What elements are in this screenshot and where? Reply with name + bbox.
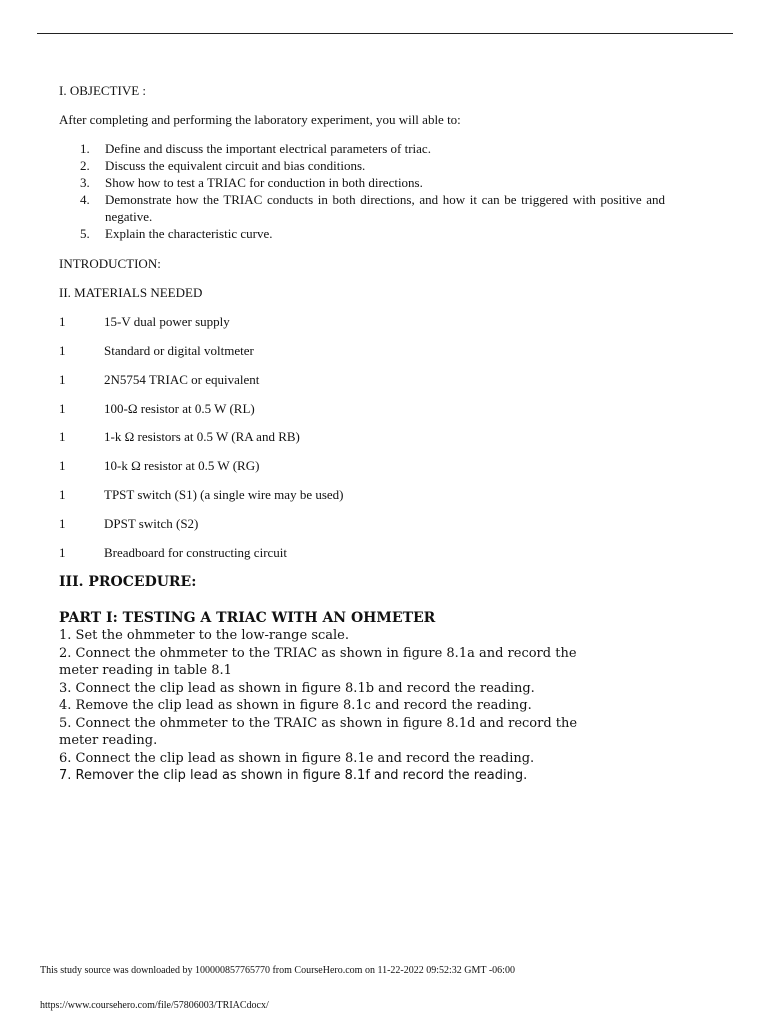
list-text: Demonstrate how the TRIAC conducts in both directions, and how it can be triggered with positive and negative. [105,192,665,224]
list-item [80,140,665,157]
objective-heading: I. OBJECTIVE : [59,83,147,98]
list-item [80,174,665,191]
footer-download-note: This study source was downloaded by 100000857765770 from CourseHero.com on 11-22-2022 09:52:32 GMT -06:00 [40,965,515,976]
material-desc: Standard or digital voltmeter [104,343,254,358]
material-qty: 1 [59,487,66,502]
material-qty: 1 [59,429,66,444]
material-qty: 1 [59,314,66,329]
list-number: 5. [80,226,90,241]
procedure-step: 1. Set the ohmmeter to the low-range scale. [59,628,350,643]
procedure-step: 4. Remove the clip lead as shown in figure 8.1c and record the reading. [59,698,532,713]
material-qty: 1 [59,372,66,387]
list-number: 1. [80,141,90,156]
list-text: Show how to test a TRIAC for conduction in both directions. [105,175,423,190]
material-qty: 1 [59,401,66,416]
material-desc: TPST switch (S1) (a single wire may be used) [104,487,344,502]
material-qty: 1 [59,545,66,560]
top-rule [37,33,733,34]
list-text: Define and discuss the important electrical parameters of triac. [105,141,431,156]
list-text: Explain the characteristic curve. [105,226,273,241]
list-number: 3. [80,175,90,190]
material-desc: 2N5754 TRIAC or equivalent [104,372,260,387]
list-item [80,225,665,242]
objective-intro: After completing and performing the laboratory experiment, you will able to: [59,112,461,127]
introduction-heading: INTRODUCTION: [59,256,161,271]
material-qty: 1 [59,343,66,358]
material-desc: Breadboard for constructing circuit [104,545,288,560]
procedure-step: 7. Remover the clip lead as shown in figure 8.1f and record the reading. [59,768,528,783]
material-desc: 100-Ω resistor at 0.5 W (RL) [104,401,255,416]
material-desc: 1-k Ω resistors at 0.5 W (RA and RB) [104,429,300,444]
material-desc: 10-k Ω resistor at 0.5 W (RG) [104,458,260,473]
part1-heading: PART I: TESTING A TRIAC WITH AN OHMETER [59,610,436,626]
material-qty: 1 [59,516,66,531]
footer-url: https://www.coursehero.com/file/57806003/TRIACdocx/ [40,1000,269,1011]
list-text: Discuss the equivalent circuit and bias conditions. [105,158,366,173]
procedure-step: 2. Connect the ohmmeter to the TRIAC as shown in figure 8.1a and record the meter reading in table 8.1 [59,645,577,678]
materials-heading: II. MATERIALS NEEDED [59,285,203,300]
list-item [80,191,665,225]
list-item [80,157,665,174]
material-desc: 15-V dual power supply [104,314,230,329]
procedure-step: 5. Connect the ohmmeter to the TRAIC as shown in figure 8.1d and record the meter reading. [59,715,578,748]
list-number: 4. [80,192,90,207]
procedure-step: 3. Connect the clip lead as shown in figure 8.1b and record the reading. [59,680,535,696]
list-number: 2. [80,158,90,173]
material-qty: 1 [59,458,66,473]
procedure-heading: III. PROCEDURE: [59,574,197,590]
objective-list [80,140,665,242]
procedure-step: 6. Connect the clip lead as shown in figure 8.1e and record the reading. [59,750,535,766]
material-desc: DPST switch (S2) [104,516,199,531]
procedure-steps [59,627,579,785]
